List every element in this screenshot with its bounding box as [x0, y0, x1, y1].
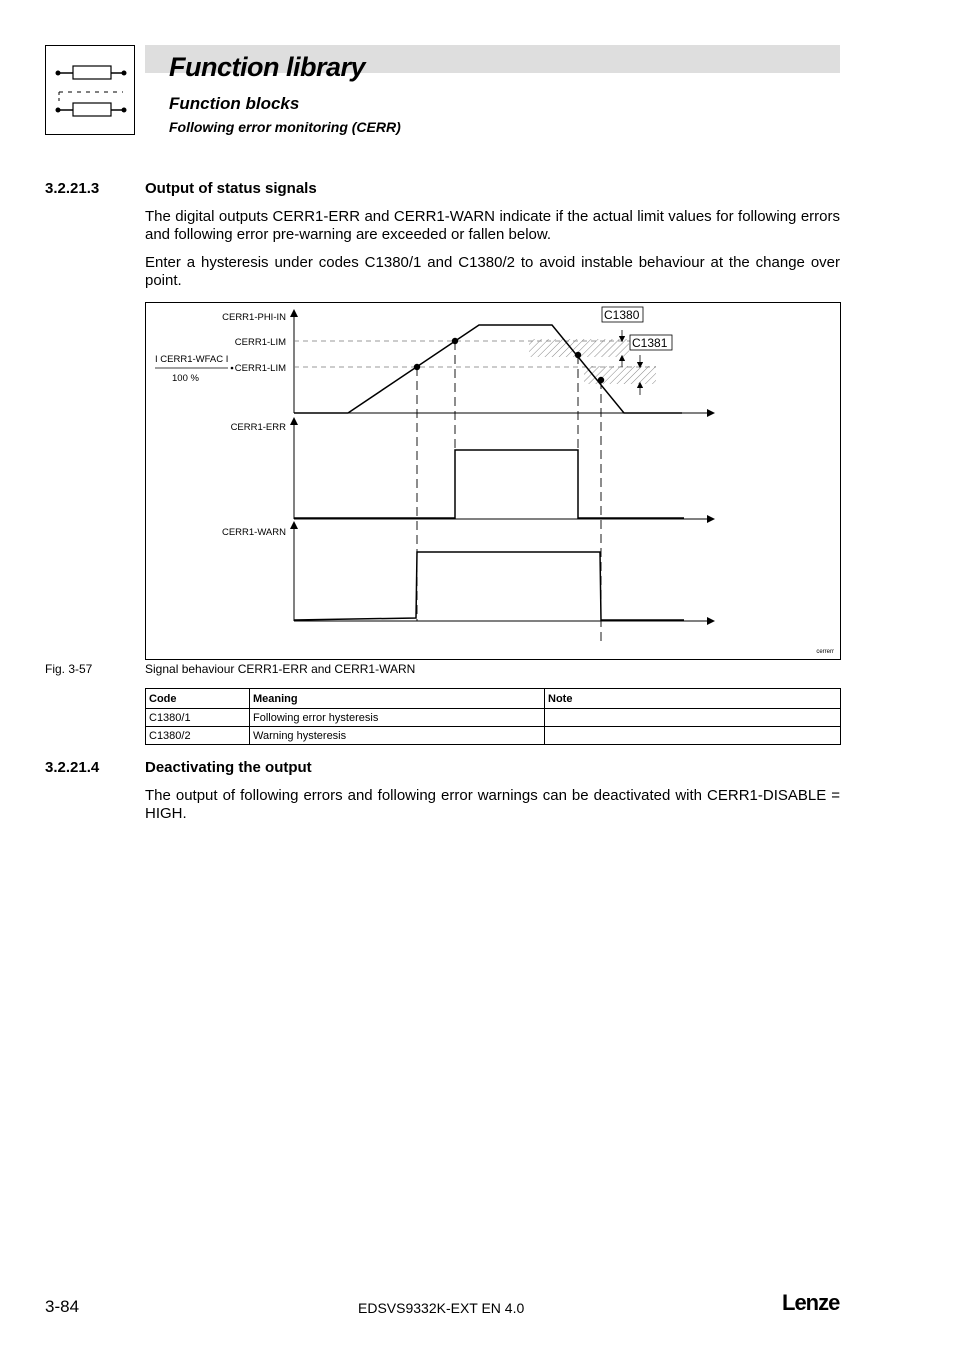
- table-cell: Warning hysteresis: [250, 727, 545, 745]
- page-number: 3-84: [45, 1297, 80, 1316]
- signal-diagram: [145, 302, 841, 660]
- table-cell: [545, 727, 841, 745]
- label-c1381: C1381: [632, 336, 668, 350]
- err-signal: [294, 450, 684, 518]
- label-lim-lower: CERR1-LIM: [234, 363, 286, 374]
- column-header: Note: [545, 689, 841, 709]
- label-c1380: C1380: [604, 308, 640, 322]
- label-warn: CERR1-WARN: [221, 527, 286, 538]
- column-header: Meaning: [250, 689, 545, 709]
- table-row: [146, 709, 841, 727]
- figure-caption: Signal behaviour CERR1-ERR and CERR1-WARN: [145, 662, 416, 676]
- section-title: Output of status signals: [145, 180, 317, 197]
- function-block-icon: [45, 45, 135, 135]
- warn-signal: [294, 552, 684, 620]
- section-number: 3.2.21.4: [45, 759, 100, 776]
- page-subtitle: Function blocks: [169, 94, 300, 113]
- paragraph: The output of following errors and following error warnings can be deactivated with CERR1-DISABLE = HIGH.: [145, 787, 840, 822]
- paragraph: Enter a hysteresis under codes C1380/1 and C1380/2 to avoid instable behaviour at the change over point.: [145, 254, 840, 289]
- table-header-row: [146, 689, 841, 709]
- label-lim-upper: CERR1-LIM: [234, 337, 286, 348]
- page-title: Function library: [169, 52, 366, 82]
- label-err: CERR1-ERR: [230, 422, 286, 433]
- brand-logo: Lenze: [782, 1290, 840, 1315]
- label-wfac: I CERR1-WFAC I: [155, 354, 229, 365]
- figure-number: Fig. 3-57: [45, 662, 93, 676]
- table-cell: Following error hysteresis: [250, 709, 545, 727]
- table-cell: [545, 709, 841, 727]
- label-file: cerrerr: [816, 649, 834, 655]
- document-id: EDSVS9332K-EXT EN 4.0: [358, 1300, 525, 1316]
- paragraph: The digital outputs CERR1-ERR and CERR1-WARN indicate if the actual limit values for following errors and following error pre-warning are exceeded or fallen below.: [145, 208, 840, 243]
- table-cell: C1380/2: [146, 727, 250, 745]
- section-number: 3.2.21.3: [45, 180, 100, 197]
- table-row: [146, 727, 841, 745]
- table-cell: C1380/1: [146, 709, 250, 727]
- section-title: Deactivating the output: [145, 759, 312, 776]
- label-percent: 100 %: [172, 373, 199, 384]
- column-header: Code: [146, 689, 250, 709]
- page-subsubtitle: Following error monitoring (CERR): [169, 119, 401, 135]
- code-table: [145, 688, 841, 745]
- label-phi-in: CERR1-PHI-IN: [222, 312, 286, 323]
